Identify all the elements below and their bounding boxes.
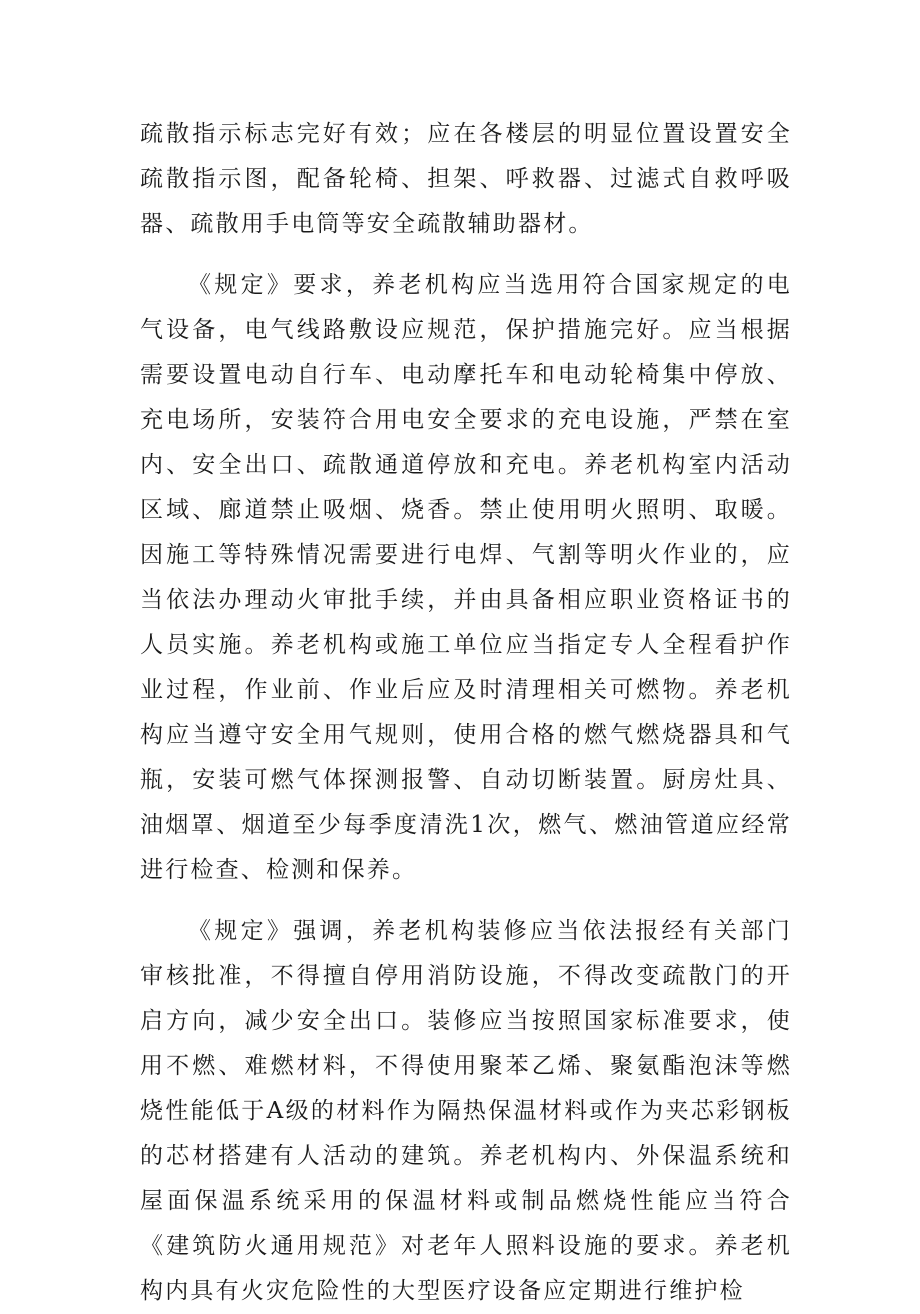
paragraph-renovation-requirements: 《规定》强调，养老机构装修应当依法报经有关部门审核批准，不得擅自停用消防设施，不得改变疏散门的开启方向，减少安全出口。装修应当按照国家标准要求，使用不燃、难燃材料，不得使用聚苯乙烯、聚氨酯泡沫等燃烧性能低于A级的材料作为隔热保温材料或作为夹芯彩钢板的芯材搭建有人活动的建筑。养老机构内、外保温系统和屋面保温系统采用的保温材料或制品燃烧性能应当符合《建筑防火通用规范》对老年人照料设施的要求。养老机构内具有火灾危险性的大型医疗设备应定期进行维护检	[140, 918, 792, 1304]
document-body	[140, 112, 792, 1314]
paragraph-evacuation-equipment: 疏散指示标志完好有效；应在各楼层的明显位置设置安全疏散指示图，配备轮椅、担架、呼救器、过滤式自救呼吸器、疏散用手电筒等安全疏散辅助器材。	[140, 121, 792, 237]
paragraph-electrical-safety: 《规定》要求，养老机构应当选用符合国家规定的电气设备，电气线路敷设应规范，保护措施完好。应当根据需要设置电动自行车、电动摩托车和电动轮椅集中停放、充电场所，安装符合用电安全要求的充电设施，严禁在室内、安全出口、疏散通道停放和充电。养老机构室内活动区域、廊道禁止吸烟、烧香。禁止使用明火照明、取暖。因施工等特殊情况需要进行电焊、气割等明火作业的，应当依法办理动火审批手续，并由具备相应职业资格证书的人员实施。养老机构或施工单位应当指定专人全程看护作业过程，作业前、作业后应及时清理相关可燃物。养老机构应当遵守安全用气规则，使用合格的燃气燃烧器具和气瓶，安装可燃气体探测报警、自动切断装置。厨房灶具、油烟罩、烟道至少每季度清洗1次，燃气、燃油管道应经常进行检查、检测和保养。	[140, 272, 792, 883]
